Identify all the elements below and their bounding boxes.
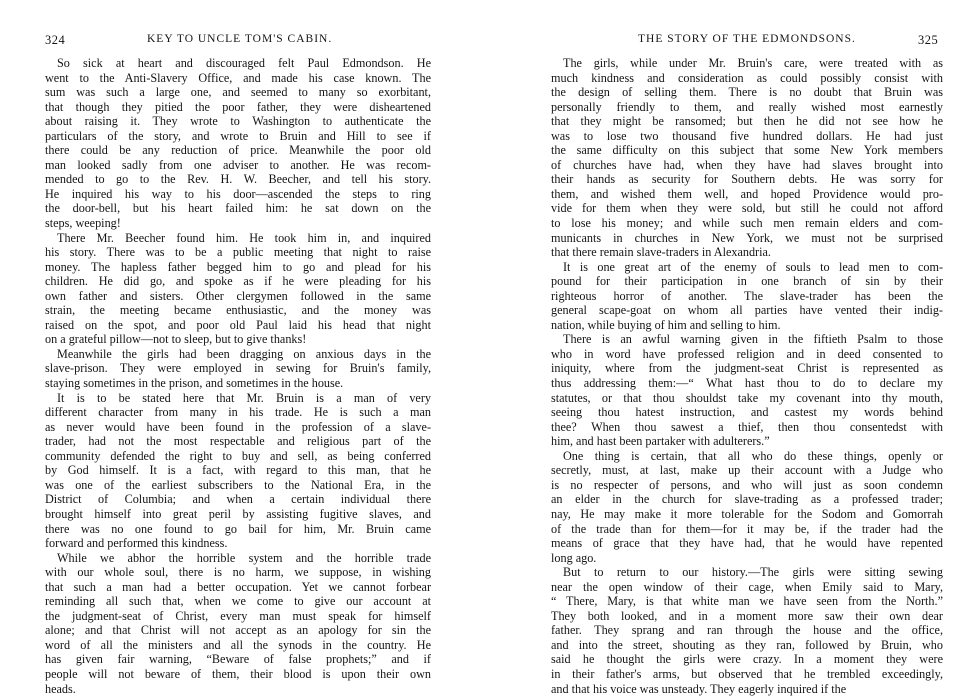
text-line: There Mr. Beecher found him. He took him in, and inquired [57, 230, 431, 245]
left-page-number: 324 [45, 33, 66, 47]
left-page [0, 0, 470, 696]
text-line: much kindness and consideration as could possibly consist with [551, 70, 943, 85]
text-line: raised on the spot, and poor old Paul laid his head that night [45, 317, 431, 332]
text-line: of churches have had, when they have had slaves brought into [551, 157, 943, 172]
text-line: nay, He may make it more tolerable for the Sodom and Gomorrah [551, 506, 943, 521]
text-line: there could be any reduction of price. Meanwhile the poor old [45, 143, 431, 158]
text-line: children. He did go, and spoke as if he were pleading for his [45, 274, 431, 289]
paragraph [551, 332, 943, 448]
right-page-number: 325 [918, 33, 939, 47]
text-line: means of grace that they have had, that he would have repented [551, 536, 943, 551]
text-line: heads. [45, 681, 76, 696]
text-line: their hands as security for Southern debts. He was sorry for [551, 172, 943, 187]
paragraph [45, 231, 431, 347]
text-line: forward and performed this kindness. [45, 536, 228, 551]
text-line: righteous horror of another. The slave-trader has been the [551, 288, 943, 303]
right-running-head [510, 33, 980, 49]
text-line: thus addressing them:—“ What hast thou to do to declare my [551, 376, 943, 391]
text-line: money. The hapless father begged him to go and plead for his [45, 259, 431, 274]
right-text-block [551, 56, 943, 696]
text-line: with our whole soul, there is no harm, we suppose, in wishing [45, 565, 431, 580]
text-line: on a grateful pillow—not to sleep, but to give thanks! [45, 332, 307, 347]
text-line: thee? When thou sawest a thief, then thou consentedst with [551, 419, 943, 434]
text-line: community defended the right to buy and sell, as being conferred [45, 448, 431, 463]
text-line: sum was such a large one, and seemed to many so exorbitant, [45, 85, 431, 100]
text-line: nation, while buying of him and selling to him. [551, 317, 781, 332]
text-line: District of Columbia; and when a certain individual there [45, 492, 431, 507]
text-line: While we abhor the horrible system and the horrible trade [57, 550, 431, 565]
paragraph [45, 551, 431, 696]
text-line: vide for them when they were sold, but still he could not afford [551, 201, 943, 216]
text-line: general scape-goat on whom all parties have vented their indig- [551, 303, 943, 318]
text-line: staying sometimes in the prison, and sometimes in the house. [45, 376, 344, 391]
text-line: and into the street, shouting as they ran, followed by Bruin, who [551, 637, 943, 652]
text-line: as never would have been found in the profession of a slave- [45, 419, 431, 434]
paragraph [551, 449, 943, 565]
text-line: went to the Anti-Slavery Office, and made his case known. The [45, 70, 431, 85]
text-line: there was no one found to go bail for him, Mr. Bruin came [45, 521, 431, 536]
paragraph [551, 56, 943, 260]
text-line: mended to go to the Rev. H. W. Beecher, and tell his story. [45, 172, 431, 187]
text-line: So sick at heart and discouraged felt Paul Edmondson. He [57, 56, 431, 70]
text-line: seeing thou hatest instruction, and castest my words behind [551, 405, 943, 420]
text-line: that there remain slave-traders in Alexandria. [551, 245, 771, 260]
left-text-block [45, 56, 431, 696]
text-line: an elder in the church for slave-trading as a professed trader; [551, 492, 943, 507]
text-line: that though they pitied the poor father, they were disheartened [45, 99, 431, 114]
left-running-head [0, 33, 470, 49]
text-line: people will not beware of them, their blood is upon their own [45, 666, 431, 681]
text-line: him, and hast been partaker with adulterers.” [551, 434, 770, 449]
text-line: pound for their participation in one branch of sin by their [551, 274, 943, 289]
text-line: by God himself. It is a fact, with regard to this man, that he [45, 463, 431, 478]
text-line: The girls, while under Mr. Bruin's care, were treated with as [563, 56, 943, 70]
text-line: said he thought the girls were crazy. In a moment they were [551, 652, 943, 667]
text-line: secretly, must, at last, make up their account with a Judge who [551, 463, 943, 478]
text-line: of the trade than for them—for it may be, if the trader had the [551, 521, 943, 536]
text-line: slave-prison. They were employed in sewing for Bruin's family, [45, 361, 431, 376]
text-line: about raising it. They wrote to Washington to authenticate the [45, 114, 431, 129]
text-line: “ There, Mary, is that white man we have seen from the North.” [551, 594, 943, 609]
paragraph [45, 56, 431, 231]
text-line: Meanwhile the girls had been dragging on anxious days in the [57, 346, 431, 361]
paragraph [45, 391, 431, 551]
text-line: There is an awful warning given in the fiftieth Psalm to those [563, 332, 943, 347]
text-line: in their father's arms, but observed that he trembled exceedingly, [551, 666, 943, 681]
text-line: them, and wished them well, and hoped Providence would pro- [551, 186, 943, 201]
text-line: man looked sadly from one adviser to another. He was recom- [45, 157, 431, 172]
text-line: his story. There was to be a public meeting that night to raise [45, 245, 431, 260]
text-line: particulars of the story, and wrote to Bruin and Hill to see if [45, 128, 431, 143]
text-line: and that his voice was unsteady. They eagerly inquired if the [551, 681, 847, 696]
paragraph [45, 347, 431, 391]
text-line: They both looked, and in a moment more saw their own dear [551, 608, 943, 623]
text-line: was one of the earliest subscribers to the National Era, in the [45, 477, 431, 492]
text-line: that they might be ransomed; but then he did not see how he [551, 114, 943, 129]
text-line: It is one great art of the enemy of souls to lead men to com- [563, 259, 943, 274]
text-line: near the open window of their cage, when Emily said to Mary, [551, 579, 943, 594]
paragraph [551, 260, 943, 333]
text-line: the door-bell, but his heart failed him: he sat down on the [45, 201, 431, 216]
text-line: is no respecter of persons, and who will just as soon condemn [551, 477, 943, 492]
text-line: was to lose two thousand five hundred dollars. He had just [551, 128, 943, 143]
text-line: that such a man had a better occupation. Yet we cannot forbear [45, 579, 431, 594]
text-line: word of all the ministers and all the synods in the country. He [45, 637, 431, 652]
text-line: the design of selling them. There is no doubt that Bruin was [551, 85, 943, 100]
text-line: different character from many in his trade. He is such a man [45, 405, 431, 420]
text-line: reminding all such that, when we come to give our account at [45, 594, 431, 609]
text-line: trader, had not the most respectable and religious part of the [45, 434, 431, 449]
text-line: own father and sisters. Other clergymen followed in the same [45, 288, 431, 303]
text-line: iniquity, where from the judgment-seat Christ is represented as [551, 361, 943, 376]
text-line: to lose his money; and while such men remain elders and com- [551, 216, 943, 231]
text-line: who in word have professed religion and in deed consented to [551, 346, 943, 361]
text-line: the same difficulty on this subject that some New York members [551, 143, 943, 158]
text-line: One thing is certain, that all who do these things, openly or [563, 448, 943, 463]
text-line: alone; and that Christ will not accept as an apology for sin the [45, 623, 431, 638]
paragraph [551, 565, 943, 696]
text-line: has given fair warning, “Beware of false prophets;” and if [45, 652, 431, 667]
text-line: But to return to our history.—The girls were sitting sewing [563, 565, 943, 580]
text-line: He inquired his way to his door—ascended the steps to ring [45, 186, 431, 201]
text-line: strain, the meeting became enthusiastic, and the money was [45, 303, 431, 318]
right-page [510, 0, 980, 696]
text-line: statutes, or that thou shouldst take my covenant into thy mouth, [551, 390, 943, 405]
text-line: steps, weeping! [45, 216, 121, 231]
text-line: It is to be stated here that Mr. Bruin is a man of very [57, 390, 431, 405]
text-line: brought himself into great peril by assisting fugitive slaves, and [45, 506, 431, 521]
text-line: long ago. [551, 550, 597, 565]
right-running-title: THE STORY OF THE EDMONDSONS. [638, 33, 856, 45]
left-running-title: KEY TO UNCLE TOM'S CABIN. [147, 33, 333, 45]
text-line: personally friendly to them, and really wished most earnestly [551, 99, 943, 114]
text-line: municants in churches in New York, we must not be surprised [551, 230, 943, 245]
text-line: the judgment-seat of Christ, every man must speak for himself [45, 608, 431, 623]
text-line: father. They sprang and ran through the house and the office, [551, 623, 943, 638]
